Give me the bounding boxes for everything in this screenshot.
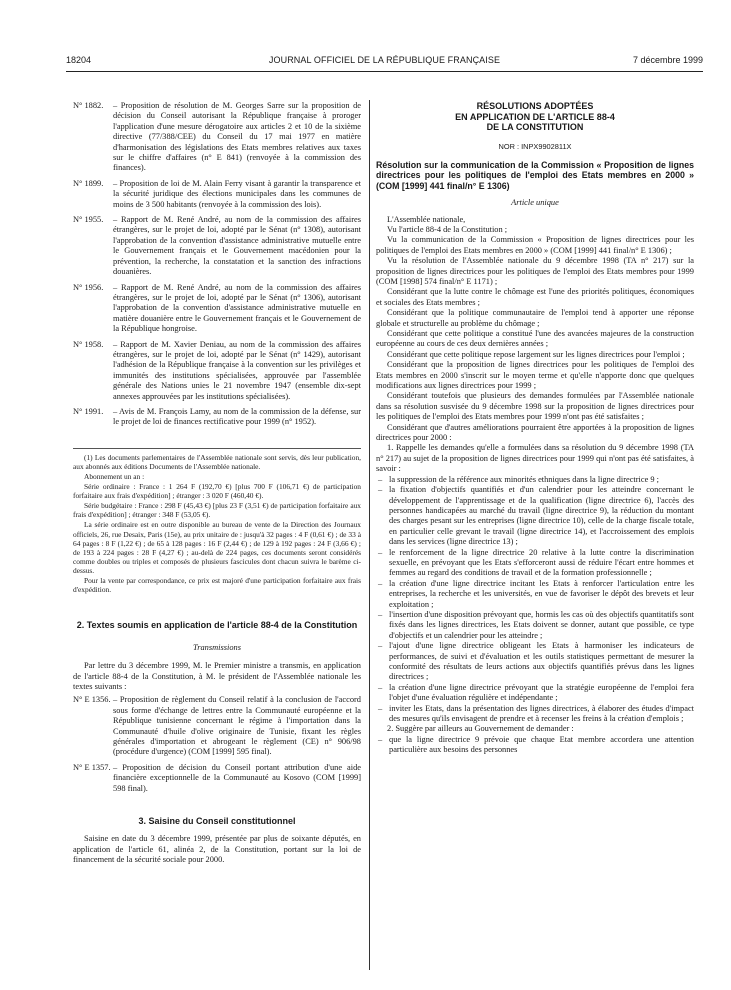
resolution-paragraph: Considérant que la lutte contre le chômage est l'une des priorités politiques, économiques et sociales des Etats membres ; (376, 287, 694, 307)
footnotes (73, 448, 361, 594)
demand-item: – la création d'une ligne directrice incitant les Etats à renforcer l'articulation entre les entreprises, la recherche et les universités, en vue de favoriser le dépôt des brevets et leur exploitation ; (376, 579, 694, 610)
document-entry-text: – Rapport de M. Xavier Deniau, au nom de la commission des affaires étrangères, sur le projet de loi, adopté par le Sénat (n° 1429), autorisant l'adhésion de la République française à la convention sur les privilèges et immunités des institutions spécialisées, approuvée par l'assemblée générale des Nations unies le 21 novembre 1947 (ensemble dix-sept annexes approuvées par les institutions spécialisées). (113, 339, 361, 401)
demand-item: – l'ajout d'une ligne directrice obligeant les Etats à harmoniser les indicateurs de performances, de suivi et d'évaluation et les outils statistiques permettant de mesurer la conformité des résultats de leurs actions aux objectifs quantifiés prévus dans les lignes directrices ; (376, 641, 694, 683)
column-divider (369, 100, 370, 970)
resolution-paragraph: Considérant que d'autres améliorations pourraient être apportées à la proposition de lignes directrices pour 2000 : (376, 422, 694, 443)
section-2-intro: Par lettre du 3 décembre 1999, M. le Premier ministre a transmis, en application de l'article 88-4 de la Constitution, à M. le président de l'Assemblée nationale les textes suivants : (73, 661, 361, 691)
page-header (66, 55, 703, 69)
resolution-paragraph: L'Assemblée nationale, (387, 214, 466, 224)
resolutions-title-3: DE LA CONSTITUTION (486, 122, 584, 132)
suggestion-item: – que la ligne directrice 9 prévoie que chaque Etat membre accordera une attention particulière aux besoins des personnes (376, 735, 694, 756)
point-2-list (376, 735, 694, 756)
serie-ordinaire: Série ordinaire : France : 1 264 F (192,70 €) [plus 700 F (106,71 €) de participation forfaitaire aux frais d'expédition] ; étranger : 3 020 F (460,40 €). (73, 482, 361, 501)
resolution-paragraph: Vu la résolution de l'Assemblée nationale du 9 décembre 1998 (TA n° 217) sur la proposition de lignes directrices pour les politiques de l'emploi des Etats membres pour 1999 (COM [1998] 574 final/n° E 1171) ; (376, 256, 694, 286)
transmission-entry (73, 763, 361, 794)
document-entry-number: N° 1899. (73, 178, 104, 188)
document-entry (73, 179, 361, 210)
demand-item: – la création d'une ligne directrice prévoyant que la stratégie européenne de l'emploi fera l'objet d'une évaluation régulière et indépendante ; (376, 683, 694, 704)
header-date: 7 décembre 1999 (632, 55, 703, 65)
page-number: 18204 (66, 55, 92, 65)
transmission-entry-number: N° E 1357. (73, 762, 111, 772)
section-3-title: 3. Saisine du Conseil constitutionnel (138, 815, 296, 826)
section-3-text: Saisine en date du 3 décembre 1999, présentée par plus de soixante députés, en application de l'article 61, alinéa 2, de la Constitution, portant sur la loi de financement de la sécurité sociale pour 2000. (73, 834, 361, 865)
article-heading: Article unique (511, 198, 559, 208)
resolution-paragraph: Vu la communication de la Commission « Proposition de lignes directrices pour les politiques de l'emploi des Etats membres en 2000 » (COM [1999] 441 final/n° E 1306) ; (376, 235, 694, 255)
resolution-paragraph: Considérant toutefois que plusieurs des demandes formulées par l'Assemblée nationale dans sa résolution susvisée du 9 décembre 1998 sur la proposition de lignes directrices pour les politiques de l'emploi des Etats membres pour 1999 n'ont pas été satisfaites ; (376, 391, 694, 422)
resolution-paragraph: Vu l'article 88-4 de la Constitution ; (387, 224, 508, 234)
transmission-entry-number: N° E 1356. (73, 695, 111, 705)
document-list (73, 101, 361, 428)
transmission-entry-text: – Proposition de règlement du Conseil relatif à la conclusion de l'accord sous forme d'échange de lettres entre la Communauté européenne et la République tunisienne concernant le régime à l'importation dans la Communauté d'huile d'olive originaire de Tunisie, fixant les règles générales d'importation et abrogeant le règlement (CE) n° 906/98 (procédure d'urgence) (COM [1999] 595 final). (113, 695, 361, 757)
point-1: 1. Rappelle les demandes qu'elle a formulées dans sa résolution du 9 décembre 1998 (TA n° 217) au sujet de la proposition de lignes directrices pour 1999 qui n'ont pas été satisfaites, à savoir : (376, 443, 694, 474)
document-entry-text: – Proposition de résolution de M. Georges Sarre sur la proposition de décision du Conseil autorisant la République française à proroger l'application d'une mesure dérogatoire aux articles 2 et 10 de la sixième directive (77/388/CEE) du Conseil du 17 mai 1977 en matière d'harmonisation des législations des Etats membres relatives aux taxes sur le chiffre d'affaires (n° E 841) (renvoyée à la commission des finances). (113, 101, 361, 173)
resolution-paragraph: Considérant que cette politique a constitué l'une des avancées majeures de la construction européenne au cours de ces deux dernières années ; (376, 329, 694, 349)
abonnement-label: Abonnement un an : (84, 471, 145, 481)
nor-reference: NOR : INPX9902811X (498, 141, 572, 151)
right-column (376, 101, 694, 756)
document-entry (73, 215, 361, 277)
demand-item: – la fixation d'objectifs quantifiés et d'un calendrier pour les atteindre concernant le développement de l'apprentissage et de la qualification (ligne directrice 6), l'accès des personnes handicapées au marché du travail (ligne directrice 9), la réduction du montant des charges pesant sur les entreprises (ligne directrice 10), celle de la charge fiscale totale, en particulier celle grevant le travail (ligne directrice 14), et l'accroissement des emplois dans les services (ligne directrice 13) ; (376, 485, 694, 547)
document-entry-number: N° 1956. (73, 282, 104, 292)
demand-item: – l'insertion d'une disposition prévoyant que, hormis les cas où des objectifs quantitatifs sont fixés dans les lignes directrices, les Etats doivent se donner, autant que possible, ce type d'objectifs et un calendrier pour les atteindre ; (376, 610, 694, 641)
section-2-subtitle: Transmissions (193, 642, 241, 652)
section-2-title: 2. Textes soumis en application de l'article 88-4 de la Constitution (76, 620, 358, 631)
resolution-paragraph: Considérant que cette politique repose largement sur les lignes directrices pour l'emploi ; (387, 349, 685, 359)
resolution-paragraph: Considérant que la proposition de lignes directrices pour les politiques de l'emploi des Etats membres en 2000 s'inscrit sur le moyen terme et qu'elle n'apporte donc que quelques modifications aux lignes directrices pour 1999 ; (376, 360, 694, 391)
document-entry (73, 340, 361, 402)
header-rule (66, 71, 703, 72)
serie-budgetaire: Série budgétaire : France : 298 F (45,43 €) [plus 23 F (3,51 €) de participation forfaitaire aux frais d'expédition] ; étranger : 348 F (53,05 €). (73, 501, 361, 520)
resolutions-title-2: EN APPLICATION DE L'ARTICLE 88-4 (455, 111, 615, 122)
resolution-considerants (376, 215, 694, 444)
vente-bureau: La série ordinaire est en outre disponible au bureau de vente de la Direction des Journaux officiels, 26, rue Desaix, Paris (15e), au prix unitaire de : jusqu'à 32 pages : 4 F (0,61 €) ; de 33 à 64 pages : 8 F (1,22 €) ; de 65 à 128 pages : 16 F (2,44 €) ; de 129 à 192 pages : 24 F (3,66 €) ; de 193 à 224 pages : 28 F (4,27 €) ; au-delà de 224 pages, ces documents seront considérés comme doubles ou triples et composés de plusieurs fascicules dont chacun suivra le barème ci-dessus. (73, 520, 361, 575)
left-column (73, 101, 361, 866)
demand-item: – le renforcement de la ligne directrice 20 relative à la lutte contre la discrimination sexuelle, en prévoyant que les Etats s'efforceront aussi de réduire l'écart entre hommes et femmes au regard des conditions de travail et de la formation professionnelle ; (376, 548, 694, 579)
document-entry-number: N° 1991. (73, 406, 104, 416)
vente-correspondance: Pour la vente par correspondance, ce prix est majoré d'une participation forfaitaire aux frais d'expédition. (73, 576, 361, 595)
point-2: 2. Suggère par ailleurs au Gouvernement de demander : (387, 724, 574, 734)
document-entry-text: – Rapport de M. René André, au nom de la commission des affaires étrangères, sur le projet de loi, adopté par le Sénat (n° 1306), autorisant l'approbation de la convention d'assistance administrative mutuelle en matière douanière entre le Gouvernement français et le Gouvernement de la République hongroise. (113, 282, 361, 334)
demand-item: – inviter les Etats, dans la présentation des lignes directrices, à élaborer des études d'impact des mesures qu'ils envisagent de prendre et à recenser les freins à la création d'emplois ; (376, 704, 694, 725)
demand-item: – la suppression de la référence aux minorités ethniques dans la ligne directrice 9 ; (376, 475, 694, 485)
transmissions-list (73, 695, 361, 794)
journal-title: JOURNAL OFFICIEL DE LA RÉPUBLIQUE FRANÇAISE (268, 55, 501, 65)
document-entry (73, 101, 361, 174)
resolution-title: Résolution sur la communication de la Commission « Proposition de lignes directrices pour les politiques de l'emploi des Etats membres en 2000 » (COM [1999] 441 final/n° E 1306) (376, 159, 694, 191)
resolutions-title-1: RÉSOLUTIONS ADOPTÉES (476, 101, 594, 111)
document-entry (73, 407, 361, 428)
transmission-entry (73, 695, 361, 757)
resolution-paragraph: Considérant que la politique communautaire de l'emploi tend à apporter une réponse globale et structurelle au problème du chômage ; (376, 308, 694, 328)
footnote-documents: (1) Les documents parlementaires de l'Assemblée nationale sont servis, dès leur publication, aux abonnés aux éditions Documents de l'Assemblée nationale. (73, 452, 361, 471)
document-entry (73, 283, 361, 335)
document-entry-text: – Proposition de loi de M. Alain Ferry visant à garantir la transparence et la sécurité juridique des élections municipales dans les communes de moins de 3 500 habitants (renvoyée à la commission des lois). (113, 178, 361, 209)
document-entry-text: – Avis de M. François Lamy, au nom de la commission de la défense, sur le projet de loi de finances rectificative pour 1999 (n° 1952). (113, 406, 361, 427)
document-entry-text: – Rapport de M. René André, au nom de la commission des affaires étrangères, sur le projet de loi, adopté par le Sénat (n° 1308), autorisant l'approbation de la convention d'assistance administrative mutuelle entre le Gouvernement français et le Gouvernement macédonien pour la prévention, la recherche, la constatation et la sanction des infractions douanières. (113, 215, 361, 277)
point-1-list (376, 475, 694, 725)
transmission-entry-text: – Proposition de décision du Conseil portant attribution d'une aide financière exceptionnelle de la Communauté au Kosovo (COM [1999] 598 final). (113, 762, 361, 793)
document-entry-number: N° 1882. (73, 101, 104, 110)
document-entry-number: N° 1955. (73, 215, 104, 225)
document-entry-number: N° 1958. (73, 339, 104, 349)
